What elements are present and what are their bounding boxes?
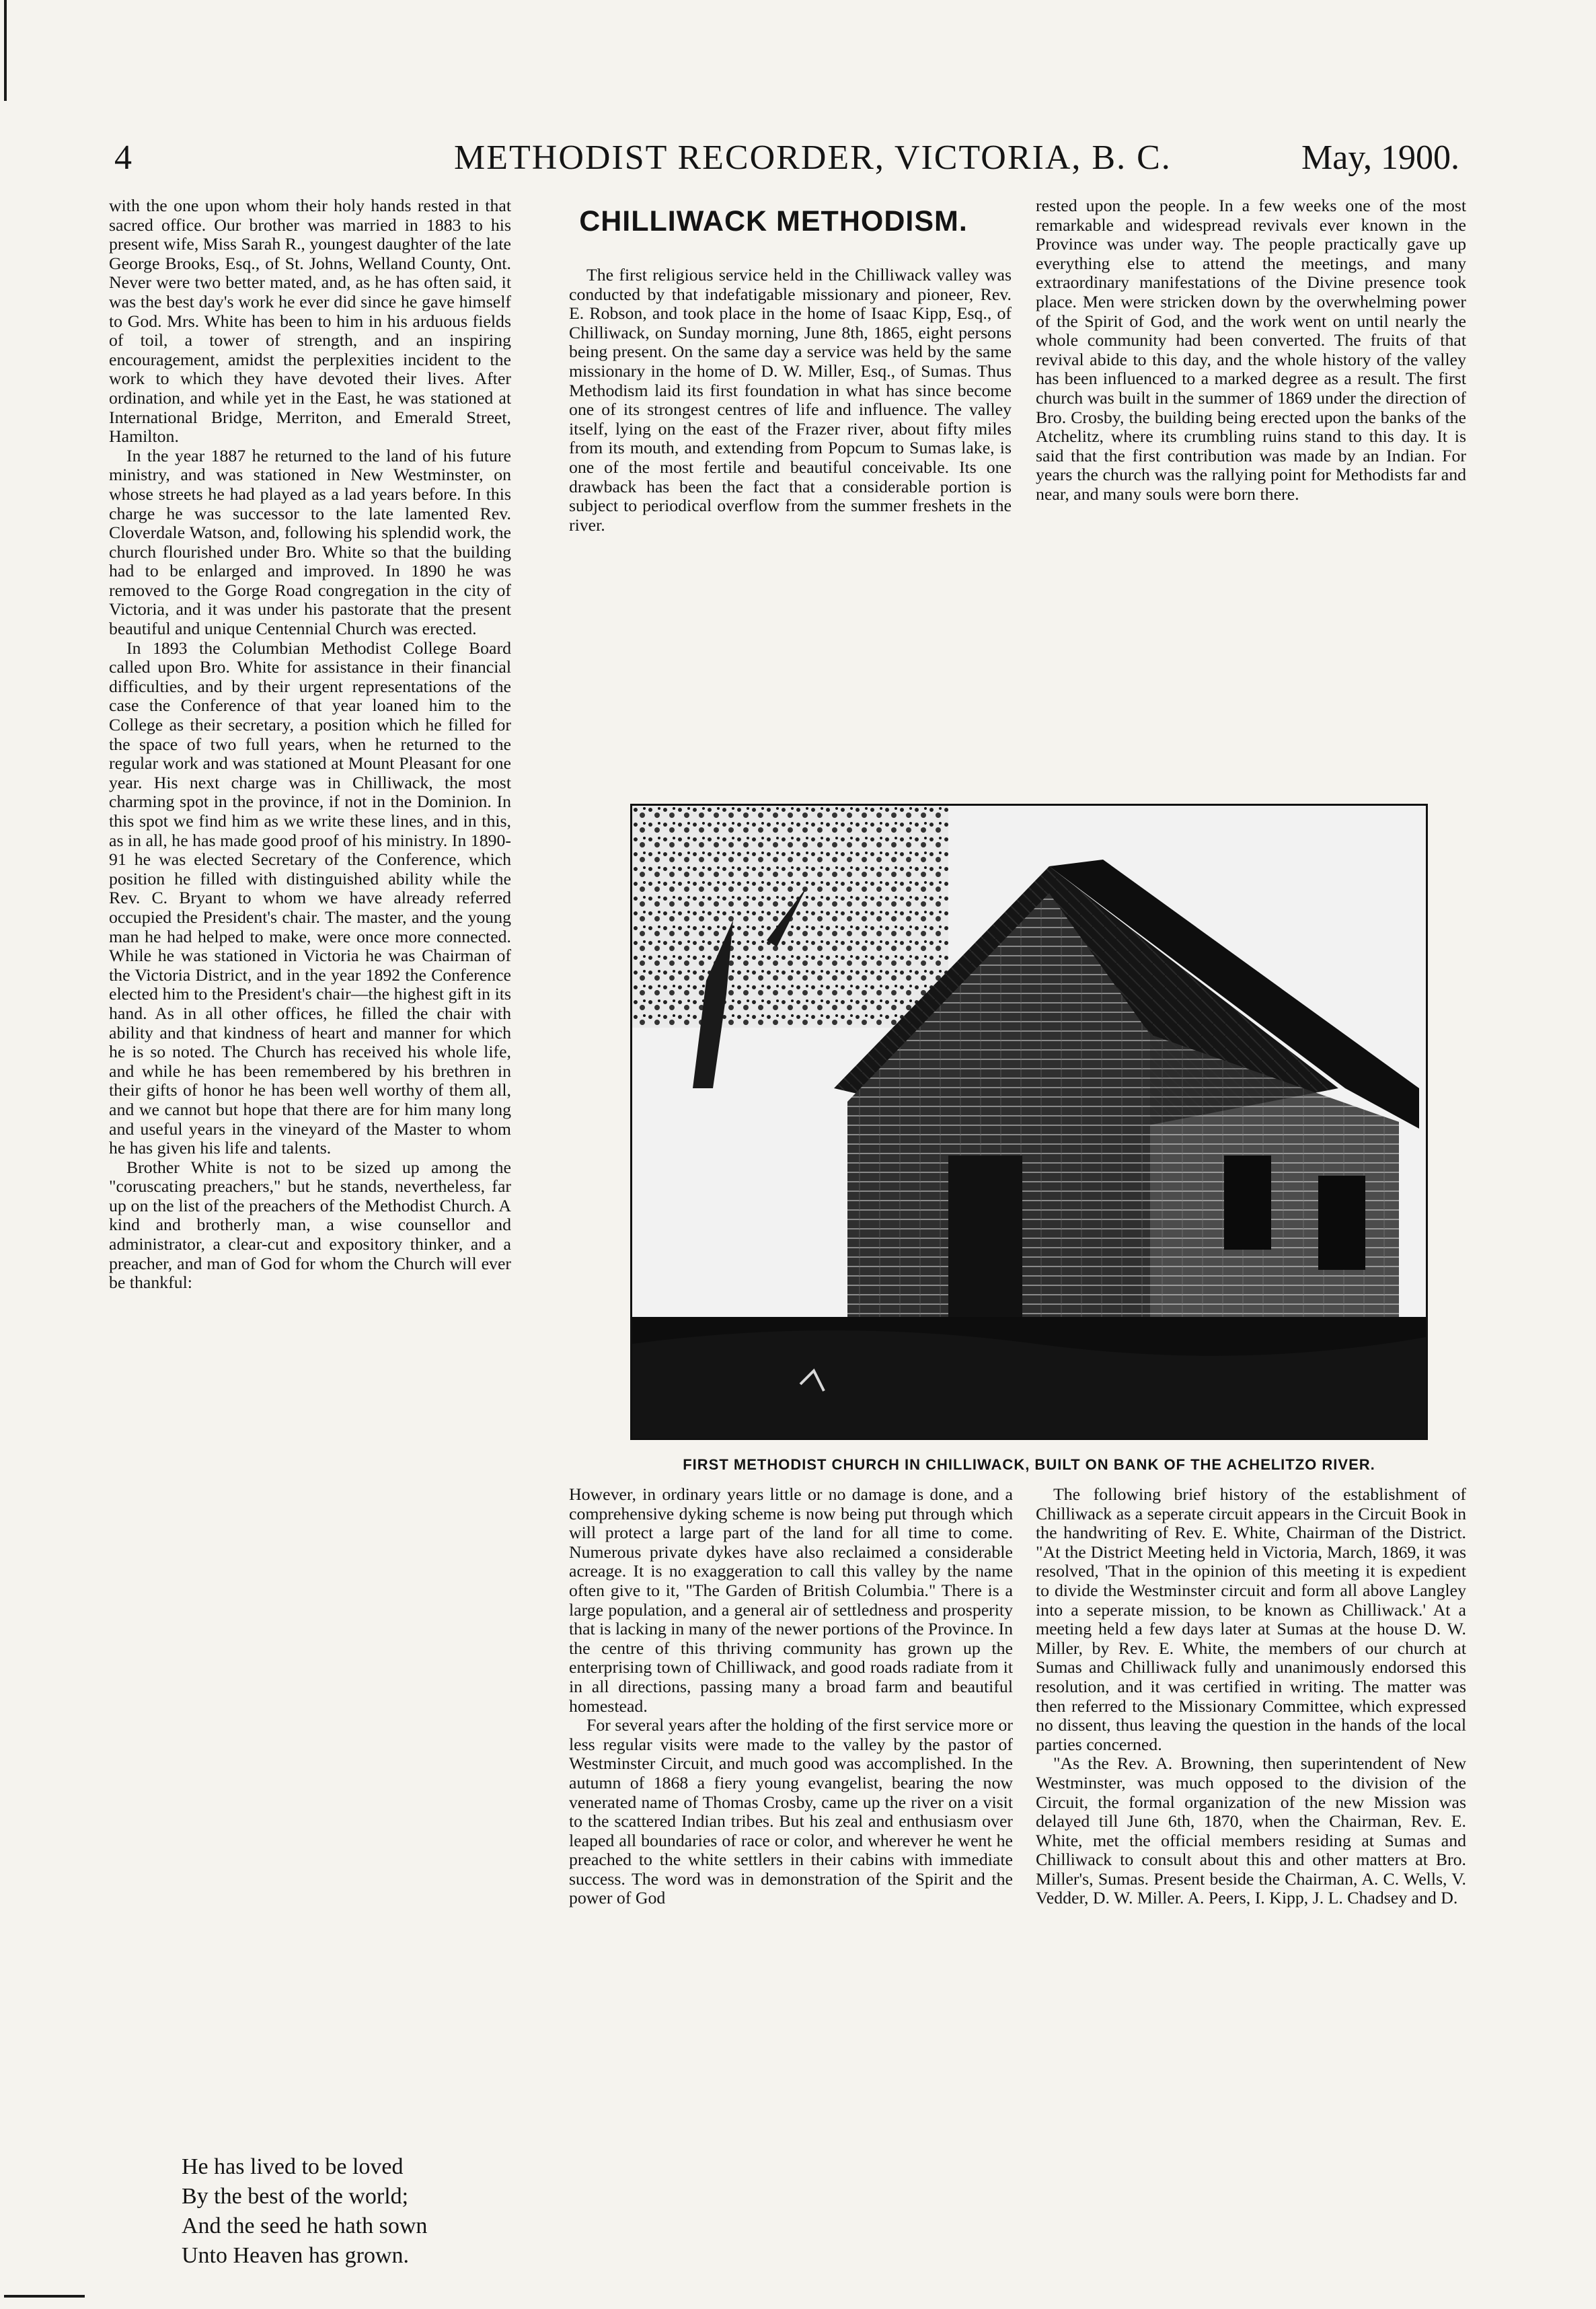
paragraph: In 1893 the Columbian Methodist College Board called upon Bro. White for assistance in their financial difficulties, and by their urgent representations of the case the Conference of that year loaned him to the College as their secretary, a position which he filled for the space of two full years, when he returned to the regular work and was stationed at Mount Pleasant for one year. His next charge was in Chilliwack, the most charming spot in the province, if not in the Dominion. In this spot we find him as we write these lines, and in this, as in all, he has made good proof of his ministry. In 1890-91 he was elected Secretary of the Conference, which position he filled with distinguished ability while the Rev. C. Bryant to whom we have already referred occupied the President's chair. The master, and the young man he had helped to make, were once more connected. While he was stationed in Victoria he was Chairman of the Victoria District, and in the year 1892 the Conference elected him to the President's chair—the highest gift in its hand. As in all other offices, he filled the chair with ability and that kindness of heart and manner for which he is so noted. The Church has received his whole life, and while he has been remembered by his brethren in their gifts of honor he has been well worthy of them all, and we cannot but hope that there are for him many long and useful years in the vineyard of the Master to whom he has given his life and talents.: [109, 638, 511, 1158]
church-photo-illustration: [632, 806, 1426, 1438]
paragraph: with the one upon whom their holy hands rested in that sacred office. Our brother was married in 1883 to his present wife, Miss Sarah R., youngest daughter of the late George Brooks, Esq., of St. Johns, Welland County, Ont. Never were two better mated, and, as he has often said, it was the best day's work he ever did since he gave himself to God. Mrs. White has been to him in his arduous fields of toil, a tower of strength, and an inspiring encouragement, amidst the perplexities incident to the work to which they have devoted their lives. After ordination, and while yet in the East, he was stationed at International Bridge, Merriton, and Emerald Street, Hamilton.: [109, 196, 511, 447]
page-number: 4: [114, 139, 132, 177]
poem-line: Unto Heaven has grown.: [182, 2243, 410, 2268]
column-4: [569, 1485, 1013, 2265]
paragraph: In the year 1887 he returned to the land of his future ministry, and was stationed in New Westminster, on whose streets he had played as a lad years before. In this charge he was successor to the late lamented Rev. Cloverdale Watson, and, following his splendid work, the church flourished under Bro. White so that the building had to be enlarged and improved. In 1890 he was removed to the Gorge Road congregation in the city of Victoria, and it was under his pastorate that the present beautiful and unique Centennial Church was erected.: [109, 445, 511, 639]
paragraph: rested upon the people. In a few weeks one of the most remarkable and widespread revivals ever known in the Province was under way. The people practically gave up everything else to attend the meetings, and many extraordinary manifestations of the Divine presence took place. Men were stricken down by the overwhelming power of the Spirit of God, and the work went on until nearly the whole community had been converted. The fruits of that revival abide to this day, and the whole history of the valley has been influenced to a marked degree as a result. The first church was built in the summer of 1869 under the direction of Bro. Crosby, the building being erected upon the banks of the Atchelitz, where its crumbling ruins stand to this day. It is said that the first contribution was made by an Indian. For years the church was the rallying point for Methodists far and near, and many souls were born there.: [1036, 196, 1466, 504]
paragraph: The first religious service held in the Chilliwack valley was conducted by that indefatigable missionary and pioneer, Rev. E. Robson, and took place in the home of Isaac Kipp, Esq., of Chilliwack, on Sunday morning, June 8th, 1865, eight persons being present. On the same day a service was held by the same missionary in the home of D. W. Miller, Esq., of Sumas. Thus Methodism laid its first foundation in what has since become one of its strongest centres of life and influence. The valley itself, lying on the east of the Frazer river, about fifty miles from its mouth, and extending from Popcum to Sumas lake, is one of the most fertile and beautiful conceivable. Its one drawback has been the fact that a considerable portion is subject to periodical overflow from the summer freshets in the river.: [569, 266, 1012, 535]
column-5: [1036, 1485, 1466, 2265]
margin-rule: [4, 0, 7, 101]
publication-title: METHODIST RECORDER, VICTORIA, B. C.: [454, 139, 1172, 177]
column-2: [569, 266, 1012, 763]
photo-caption: FIRST METHODIST CHURCH IN CHILLIWACK, BUILT ON BANK OF THE ACHELITZO RIVER.: [683, 1456, 1375, 1473]
paragraph: For several years after the holding of the first service more or less regular visits were made to the valley by the pastor of Westminster Circuit, and much good was accomplished. In the autumn of 1868 a fiery young evangelist, bearing the now venerated name of Thomas Crosby, came up the river on a visit to the scattered Indian tribes. But his zeal and enthusiasm over leaped all boundaries of race or color, and wherever he went he preached to the white settlers in their cabins with immediate success. The word was in demonstration of the Spirit and the power of God: [569, 1715, 1013, 1908]
church-photo: [630, 804, 1428, 1440]
column-3: [1036, 196, 1466, 768]
footer-rule: [4, 2295, 85, 2298]
paragraph: However, in ordinary years little or no damage is done, and a comprehensive dyking scheme is now being put through which will protect a large part of the land for all time to come. Numerous private dykes have also reclaimed a considerable acreage. It is no exaggeration to call this valley by the name often give to it, "The Garden of British Columbia." There is a large population, and a general air of settledness and prosperity that is lacking in many of the newer portions of the Province. In the centre of this thriving community has grown up the enterprising town of Chilliwack, and good roads radiate from it in all directions, passing many a broad farm and beautiful homestead.: [569, 1485, 1013, 1716]
page-header: [114, 138, 1459, 192]
poem-line: He has lived to be loved: [182, 2154, 404, 2179]
poem-line: By the best of the world;: [182, 2184, 409, 2209]
paragraph: The following brief history of the establishment of Chilliwack as a seperate circuit appears in the Circuit Book in the handwriting of Rev. E. White, Chairman of the District. "At the District Meeting held in Victoria, March, 1869, it was resolved, 'That in the opinion of this meeting it is expedient to divide the Westminster circuit and form all above Langley into a seperate mission, to be known as Chilliwack.' At a meeting held a few days later at Sumas at the house D. W. Miller, by Rev. E. White, the members of our church at Sumas and Chilliwack fully and unanimously endorsed this resolution, and it was certified in writing. The matter was then referred to the Missionary Committee, which expressed no dissent, thus leaving the question in the hands of the local parties concerned.: [1036, 1485, 1466, 1754]
issue-date: May, 1900.: [1301, 139, 1459, 177]
paragraph: Brother White is not to be sized up among the "coruscating preachers," but he stands, nevertheless, far up on the list of the preachers of the Methodist Church. A kind and brotherly man, a wise counsellor and administrator, a clear-cut and expository thinker, and a preacher, and man of God for whom the Church will ever be thankful:: [109, 1157, 511, 1293]
poem-line: And the seed he hath sown: [182, 2213, 428, 2238]
poem: [182, 2152, 518, 2271]
column-1-biography: [109, 196, 511, 2241]
article-title: CHILLIWACK METHODISM.: [579, 205, 968, 237]
paragraph: "As the Rev. A. Browning, then superintendent of New Westminster, was much opposed to the division of the Circuit, the formal organization of the new Mission was delayed till June 6th, 1870, when the Chairman, Rev. E. White, met the official members residing at Sumas and Chilliwack to consult about this and other matters at Bro. Miller's, Sumas. Present beside the Chairman, A. C. Wells, V. Vedder, D. W. Miller. A. Peers, I. Kipp, J. L. Chadsey and D.: [1036, 1753, 1466, 1908]
